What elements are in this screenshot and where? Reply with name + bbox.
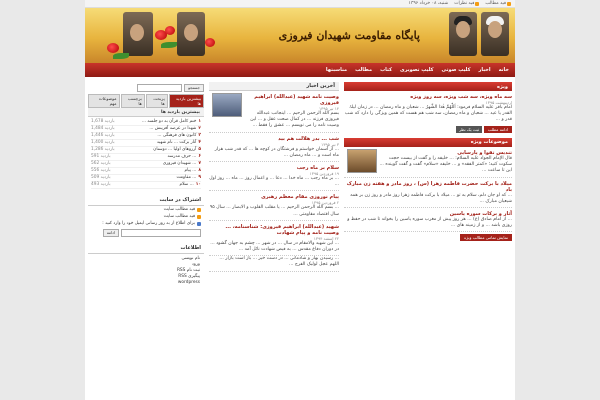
subscribe-head: اشتراک در سایت (88, 195, 204, 206)
search-input[interactable] (137, 84, 182, 92)
list-item[interactable] (91, 168, 201, 175)
topic-title[interactable]: تندیس تقوا و پارسایی (457, 149, 512, 156)
news-title[interactable]: وصیت نامه شهید (عبدالله) ابراهیم فیروزی (254, 94, 339, 106)
list-item (209, 221, 339, 256)
email-label (88, 220, 204, 227)
item-text: ... شهیدان فیروزی (162, 161, 197, 166)
sidebar-tabs (88, 94, 204, 108)
rss-icon (197, 215, 201, 219)
tab-tags[interactable]: برچسب ها (121, 94, 145, 108)
special-title[interactable]: سه ماه ویژه، سه شب ویژه، سه روز ویژه (410, 94, 512, 100)
post-thumbnail[interactable] (347, 149, 377, 173)
info-head: اطلاعات (88, 243, 204, 254)
news-meta: ۱۹ فروردین ۱۳۹۵ (309, 171, 339, 177)
list-item[interactable] (91, 175, 201, 182)
header-banner (85, 8, 515, 63)
list-item[interactable] (91, 182, 201, 189)
list-item[interactable] (91, 126, 201, 133)
archive-button[interactable]: نمایش تمامی مطالب ویژه (460, 234, 512, 241)
list-item[interactable]: پیگیری RSS (178, 274, 200, 279)
list-item[interactable] (91, 161, 201, 168)
tab-most-viewed[interactable]: بیشترین بازدید ها (169, 94, 204, 108)
view-count: بازدید 1,446 (91, 133, 115, 138)
item-text: کانون های فرهنگی ... (157, 133, 197, 138)
news-title[interactable]: شب ... بدر هلالت هم بید (278, 135, 339, 142)
item-text: ... مقاومت (176, 175, 197, 180)
item-text: ختم کامل قرآن به دو جلسه ... (141, 119, 197, 124)
comments-feed-link[interactable] (88, 213, 204, 220)
comments-feed-label: فید نظرات (454, 1, 475, 6)
news-title[interactable]: سلام بر ماه رجب (296, 165, 339, 172)
rank: ۷ (198, 161, 201, 166)
feed-label: فید مطالب سایت (163, 207, 195, 212)
rank: ۴ (198, 140, 201, 145)
news-meta: ۲۲ اسفند ۱۳۹۴ (313, 235, 339, 241)
rank: ۲ (198, 126, 201, 131)
portrait-image (481, 12, 509, 56)
flower-decoration (107, 43, 119, 53)
news-meta: ۲ فروردین ۱۳۹۵ (311, 200, 339, 206)
view-count: بازدید 591 (91, 154, 111, 159)
item-text: آرزوهای اولیا ... دوستان (153, 147, 197, 152)
list-item[interactable] (91, 119, 201, 126)
rank: ۶ (198, 154, 201, 159)
special-meta: اردیبهشت ۱۳۹۵ (485, 100, 512, 105)
feed-label: فید مطالب سایت (163, 214, 195, 219)
rank: ۹ (198, 175, 201, 180)
list-item[interactable]: نام نویسی (181, 256, 200, 261)
view-count: بازدید 1,400 (91, 140, 115, 145)
rank: ۸ (198, 168, 201, 173)
rank: ۱ (198, 119, 201, 124)
item-text: ... سلام (179, 182, 194, 187)
search-button[interactable]: جستجو (184, 84, 204, 92)
news-column (209, 82, 339, 272)
special-body: امام باقر علیه السلام فرمود: اَللّٰهُمَّ هٰذا الشَّهرُ ... شعبان و ماه رمضان ... در زمان لیلۃ القدر یا عید ... شعبان و ماه رمضان، سه شب هم هست که همین ویژگی را دارد که شب قدر و ... (344, 105, 512, 123)
view-count: بازدید 509 (91, 175, 111, 180)
email-label-text: برای اطلاع از به روز رسانی ایمیل خود را وارد کنید : (102, 221, 195, 226)
email-icon (197, 222, 201, 226)
item-text: آثار برکت ... نام شهید (156, 140, 197, 145)
nav-item-books[interactable]: کتاب (380, 67, 392, 73)
tab-topics[interactable]: موضوعات مهم (88, 94, 120, 108)
sidebar-column (88, 82, 204, 288)
most-viewed-list (88, 117, 204, 191)
news-body: ... رسیدن بهار و شادمانی ... در دست خیر ... باز است بازار ... اللهم عجل لولیک الفرج ... (219, 256, 339, 268)
list-item (344, 208, 512, 232)
nav-item-video[interactable]: کلیپ تصویری (400, 67, 434, 73)
news-body: بسم الله الرحمن الرحیم ... اینجانب عبدالله فیروزی فرزند ... در کمال صحت عقل و ... این وصیت نامه را می نویسم ... عشق را فقط ... (250, 111, 339, 129)
nav-item-home[interactable]: خانه (498, 67, 509, 73)
view-count: بازدید 1,484 (91, 126, 115, 131)
nav-item-posts[interactable]: مطالب (355, 67, 373, 73)
subscribe-button[interactable]: ادامه (103, 229, 119, 237)
list-item (209, 256, 339, 271)
rank: ۵ (198, 147, 201, 152)
nav-item-news[interactable]: اخبار (478, 67, 491, 73)
view-count: بازدید 562 (91, 161, 111, 166)
list-item (209, 91, 339, 133)
list-item[interactable] (91, 140, 201, 147)
list-item[interactable]: wordpress (177, 280, 200, 285)
news-body: ... این شهید والامقام در سال ... در شهر ... چشم به جهان گشود ... در دوران دفاع مقدس ... به فیض شهادت نائل آمد ... (210, 240, 339, 253)
rank: ۱۰ (195, 182, 201, 187)
special-column (344, 82, 512, 243)
flower-decoration (165, 26, 175, 35)
portrait-image (449, 12, 477, 56)
portrait-image (177, 12, 205, 56)
nav-item-audio[interactable]: کلیپ صوتی (441, 67, 471, 73)
list-item[interactable] (91, 154, 201, 161)
news-body: ... از آسمان خواستم و فرشتگان در کوچه ها ... که قدر شب هزار ماه است و ... ماه رمضان ... (214, 146, 339, 158)
rss-icon (507, 2, 511, 6)
info-list (88, 254, 204, 288)
news-head (209, 82, 339, 91)
leaf-decoration (161, 42, 177, 48)
news-meta: ۳ تیر ۱۳۹۵ (321, 141, 339, 147)
view-count: بازدید 1,678 (91, 119, 115, 124)
most-viewed-head (88, 108, 204, 117)
special-topics-head: موضوعات ویژه (344, 138, 512, 147)
email-field[interactable] (121, 229, 201, 237)
date: شنبه، ۰۸ خرداد ۱۳۹۶ (408, 1, 449, 6)
nav-item-occasions[interactable]: مناسبتها (325, 67, 348, 73)
item-text: ... حرف مدرسه (167, 154, 197, 159)
posts-feed-link[interactable] (88, 206, 204, 213)
topic-title[interactable]: میلاد با برکت حضرت فاطمه زهرا (س) ، روز مادر و هفته زن مبارک باد (346, 180, 512, 193)
topic-body: ... از امام صادق (ع) ... هر روز پیش از مغرب سوره یاسین را بخواند تا شب در حفظ و روزی باشد ... و از زمینه های ... (347, 217, 512, 229)
news-body: ... بسم الله الرحمن الرحیم ... یا مقلب القلوب و الابصار ... سال ۹۵ سال اقتصاد مقاومتی ... (209, 205, 339, 217)
portrait-image (123, 12, 153, 56)
top-bar (85, 0, 515, 8)
special-head: ویژه (344, 82, 512, 91)
item-text: شهدا در عرصه آفرینش ... (149, 126, 197, 131)
topic-title[interactable]: آثار و برکات سوره یاسین (449, 211, 512, 218)
subscribe-form (88, 227, 204, 239)
news-title[interactable]: پیام نوروزی مقام معظم رهبری (261, 194, 339, 201)
rss-icon (197, 208, 201, 212)
posts-feed-link[interactable] (485, 1, 511, 6)
topic-body: قال الإمام الجواد علیه السلام: ... خلیفه را و گفت از بیست حجت سکوت کنید؛ «کمتر الفقه» و ... خلیفه «سلام» گفت و گفت گوینده ... این تا ساعت ... (379, 155, 512, 174)
flower-decoration (205, 38, 215, 47)
main-nav (85, 63, 515, 77)
view-count: بازدید 556 (91, 168, 111, 173)
list-item[interactable]: ثبت نام RSS (176, 268, 200, 273)
read-more-button[interactable]: ادامه مطلب (484, 126, 512, 133)
list-item (344, 178, 512, 208)
news-body: ... بر ماه رجب ... ماه خدا ... دعا ... و اعمال روز ... ماه ... روز اول ... (209, 176, 339, 188)
topic-body: ... که او جان دلم، سلام به تو ... میلاد با برکت فاطمه زهرا روز مادر و روز زن بر همه شیعیان مبارک ... (350, 192, 512, 204)
page (85, 0, 515, 400)
list-item (209, 191, 339, 220)
leaf-decoration (113, 53, 129, 59)
view-count: بازدید 1,286 (91, 147, 115, 152)
site-title: پایگاه مقاومت شهیدان فیروزی (278, 29, 420, 42)
list-item (344, 147, 512, 178)
post-thumbnail[interactable] (212, 93, 242, 117)
item-text: ... پیام (184, 168, 197, 173)
list-item[interactable]: ورود (191, 262, 200, 267)
list-item[interactable] (91, 133, 201, 140)
list-item[interactable] (91, 147, 201, 154)
rank: ۳ (198, 133, 201, 138)
news-meta: ۱۴ تیر ۱۳۹۵ (319, 106, 339, 111)
news-head-label: آخرین اخبار (306, 83, 335, 89)
rss-icon (475, 2, 479, 6)
tab-most-discussed[interactable]: پربحث ها (146, 94, 168, 108)
search-row (88, 82, 204, 94)
most-viewed-label: بیشترین بازدید ها (161, 109, 200, 115)
posts-feed-label: فید مطالب (485, 1, 506, 6)
list-item (209, 162, 339, 191)
list-item (209, 133, 339, 162)
news-title[interactable]: شهید (عبدالله) ابراهیم فیروزی: شناسنامه، ... وصیت نامه و پیام شهادت (225, 223, 339, 236)
comment-button[interactable]: ثبت یک نظر (456, 126, 482, 133)
view-count: بازدید 493 (91, 182, 111, 187)
comments-feed-link[interactable] (454, 1, 479, 6)
